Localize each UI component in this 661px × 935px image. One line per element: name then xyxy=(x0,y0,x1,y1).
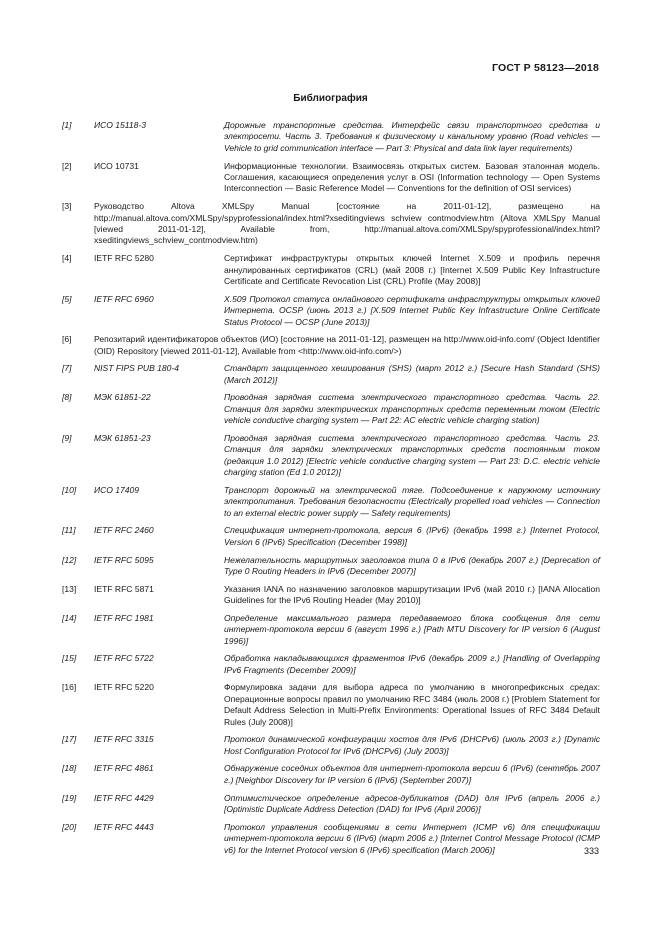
bibliography-entry xyxy=(62,363,600,386)
bibliography-entry xyxy=(62,763,600,786)
entry-text: Проводная зарядная система электрического транспортного средства. Часть 23. Станция для зарядки электрических транспортных средств постоянным током (редакция 1.0 2012) [Electric vehicle conductive charging system — Part 23: D.C. electric vehicle charging station (Ed 1.0 2012)] xyxy=(224,432,600,478)
entry-document-code: IETF RFC 5095 xyxy=(94,554,154,565)
entry-number: [16] xyxy=(62,682,77,693)
entry-text: Информационные технологии. Взаимосвязь открытых систем. Базовая эталонная модель. Соглашения, касающиеся определения услуг в OSI (Information technology — Open Systems Interconnection — Basic Reference Model — Conventions for the definition of OSI services) xyxy=(224,160,600,194)
page-title: Библиография xyxy=(293,93,368,104)
standard-code: ГОСТ Р 58123—2018 xyxy=(491,62,599,74)
entry-text: Стандарт защищенного хеширования (SHS) (март 2012 г.) [Secure Hash Standard (SHS) (March 2012)] xyxy=(224,363,600,385)
entry-document-code: IETF RFC 3315 xyxy=(94,734,154,745)
entry-number: [4] xyxy=(62,253,72,264)
entry-number: [2] xyxy=(62,160,72,171)
entry-text: Репозитарий идентификаторов объектов (ИО) [состояние на 2011-01-12], размещен на http://www.oid-info.com/ (Object Identifier (OID) Repository [viewed 2011-01-12], Available from <http://www.oid-info.com/>) xyxy=(94,334,600,356)
bibliography-entry xyxy=(62,433,600,479)
entry-number: [12] xyxy=(62,554,77,565)
entry-document-code: IETF RFC 5280 xyxy=(94,253,154,264)
entry-text: Протокол управления сообщениями в сети Интернет (ICMP v6) для спецификации интернет-протокола версии 6 (IPv6) (март 2006 г.) [Internet Control Message Protocol (ICMP v6) for the Internet Protocol version 6 (IPv6) specification (March 2006)] xyxy=(224,821,600,855)
entry-number: [3] xyxy=(62,201,72,212)
bibliography-entry xyxy=(62,613,600,647)
entry-document-code: IETF RFC 1981 xyxy=(94,612,154,623)
entry-document-code: IETF RFC 5722 xyxy=(94,653,154,664)
entry-number: [1] xyxy=(62,120,72,130)
entry-text: Дорожные транспортные средства. Интерфейс связи транспортного средства и электросети. Часть 3. Требования к физическому и канальному уровню (Road vehicles — Vehicle to grid communication interface — Part 3: Physical and data link layer requirements) xyxy=(224,120,600,153)
entry-document-code: ИСО 15118-3 xyxy=(94,120,146,130)
bibliography-entry xyxy=(62,682,600,728)
bibliography-entry xyxy=(62,294,600,328)
entry-text: Указания IANA по назначению заголовков маршрутизации IPv6 (май 2010 г.) [IANA Allocation Guidelines for the IPv6 Routing Header (May 2010)] xyxy=(224,583,600,606)
page-number: 333 xyxy=(583,846,599,856)
entry-number: [15] xyxy=(62,653,77,664)
entry-text: Нежелательность маршрутных заголовков типа 0 в IPv6 (декабрь 2007 г.) [Deprecation of Type 0 Routing Headers in IPv6 (December 2007)] xyxy=(224,554,600,577)
entry-number: [20] xyxy=(62,821,77,832)
entry-document-code: IETF RFC 6960 xyxy=(94,293,154,304)
entry-document-code: ИСО 17409 xyxy=(94,484,139,495)
entry-number: [5] xyxy=(62,293,72,304)
entry-text: Руководство Altova XMLSpy Manual [состояние на 2011-01-12], размещено на http://manual.altova.com/XMLSpy/spyprofessional/index.html?xseditingviews schview contmodview.htm (Altova XMLSpy Manual [viewed 2011-01-12], Available from, http://manual.altova.com/XMLSpy/spyprofessional/index.html?xseditingviews_schview_contmodview.htm) xyxy=(94,201,600,246)
bibliography-entry xyxy=(62,653,600,676)
entry-document-code: IETF RFC 4861 xyxy=(94,763,154,774)
entry-document-code: IETF RFC 4429 xyxy=(94,792,154,803)
bibliography-entry xyxy=(62,485,600,519)
bibliography-entry xyxy=(62,120,600,154)
entry-number: [19] xyxy=(62,792,77,803)
bibliography-entry xyxy=(62,392,600,426)
entry-text: Проводная зарядная система электрического транспортного средства. Часть 22. Станция для зарядки электрических транспортных средств переменным током (Electric vehicle conductive charging system — Part 22: AC electric vehicle charging station) xyxy=(224,392,600,426)
bibliography-entry xyxy=(62,253,600,287)
entry-text: Формулировка задачи для выбора адреса по умолчанию в многопрефиксных средах: Операционные вопросы правил по умолчанию RFC 3484 (июль 2008 г.) [Problem Statement for Default Address Selection in Multi-Prefix Environments: Operational Issues of RFC 3484 Default Rules (July 2008)] xyxy=(224,682,600,727)
entry-number: [10] xyxy=(62,484,77,495)
entry-number: [11] xyxy=(62,525,76,536)
entry-number: [7] xyxy=(62,363,72,374)
bibliography-list xyxy=(62,120,600,862)
entry-document-code: IETF RFC 5871 xyxy=(94,583,154,594)
entry-number: [9] xyxy=(62,432,72,443)
entry-number: [18] xyxy=(62,763,77,774)
entry-number: [8] xyxy=(62,392,72,403)
bibliography-entry xyxy=(62,555,600,578)
bibliography-entry xyxy=(62,334,600,357)
entry-document-code: МЭК 61851-22 xyxy=(94,392,151,403)
entry-text: Определение максимального размера передаваемого блока сообщения для сети интернет-протокола версии 6 (август 1996 г.) [Path MTU Discovery for IP version 6 (August 1996)] xyxy=(224,612,600,646)
entry-text: Обнаружение соседних объектов для интернет-протокола версии 6 (IPv6) (сентябрь 2007 г.) [Neighbor Discovery for IP version 6 (IPv6) (September 2007)] xyxy=(224,763,600,785)
entry-text: X.509 Протокол статуса онлайнового сертификата инфраструктуры открытых ключей Интернета. OCSP (июнь 2013 г.) [X.509 Internet Public Key Infrastructure Online Certificate Status Protocol — OCSP (June 2013)] xyxy=(224,293,600,327)
entry-document-code: IETF RFC 5220 xyxy=(94,682,154,693)
entry-text: Оптимистическое определение адресов-дубликатов (DAD) для IPv6 (апрель 2006 г.) [Optimistic Duplicate Address Detection (DAD) for IPv6 (April 2006)] xyxy=(224,792,600,815)
entry-text: Спецификация интернет-протокола, версия 6 (IPv6) (декабрь 1998 г.) [Internet Protocol, Version 6 (IPv6) Specification (December 1998)] xyxy=(224,525,600,547)
bibliography-entry xyxy=(62,822,600,856)
entry-text: Транспорт дорожный на электрической тяге. Подсоединение к наружному источнику электропитания. Требования безопасности (Electrically propelled road vehicles — Connection to an external electric power supply — Safety requirements) xyxy=(224,484,600,518)
entry-text: Обработка накладывающихся фрагментов IPv6 (декабрь 2009 г.) [Handling of Overlapping IPv6 Fragments (December 2009)] xyxy=(224,653,600,675)
entry-number: [17] xyxy=(62,734,77,745)
entry-document-code: IETF RFC 4443 xyxy=(94,821,154,832)
entry-document-code: ИСО 10731 xyxy=(94,160,139,171)
entry-number: [13] xyxy=(62,583,77,594)
bibliography-entry xyxy=(62,584,600,607)
entry-document-code: МЭК 61851-23 xyxy=(94,432,151,443)
bibliography-entry xyxy=(62,734,600,757)
entry-document-code: IETF RFC 2460 xyxy=(94,525,154,536)
entry-number: [14] xyxy=(62,612,77,623)
entry-number: [6] xyxy=(62,334,72,345)
bibliography-entry xyxy=(62,201,600,247)
bibliography-entry xyxy=(62,793,600,816)
bibliography-entry xyxy=(62,525,600,548)
entry-text: Сертификат инфраструктуры открытых ключей Internet X.509 и профиль перечня аннулированных сертификатов (CRL) (май 2008 г.) [Internet X.509 Public Key Infrastructure Certificate and Certificate Revocation List (CRL) Profile (May 2008)] xyxy=(224,253,600,286)
entry-document-code: NIST FIPS PUB 180-4 xyxy=(94,363,180,374)
entry-text: Протокол динамической конфигурации хостов для IPv6 (DHCPv6) (июль 2003 г.) [Dynamic Host Configuration Protocol for IPv6 (DHCPv6) (July 2003)] xyxy=(224,734,600,756)
bibliography-entry xyxy=(62,161,600,195)
